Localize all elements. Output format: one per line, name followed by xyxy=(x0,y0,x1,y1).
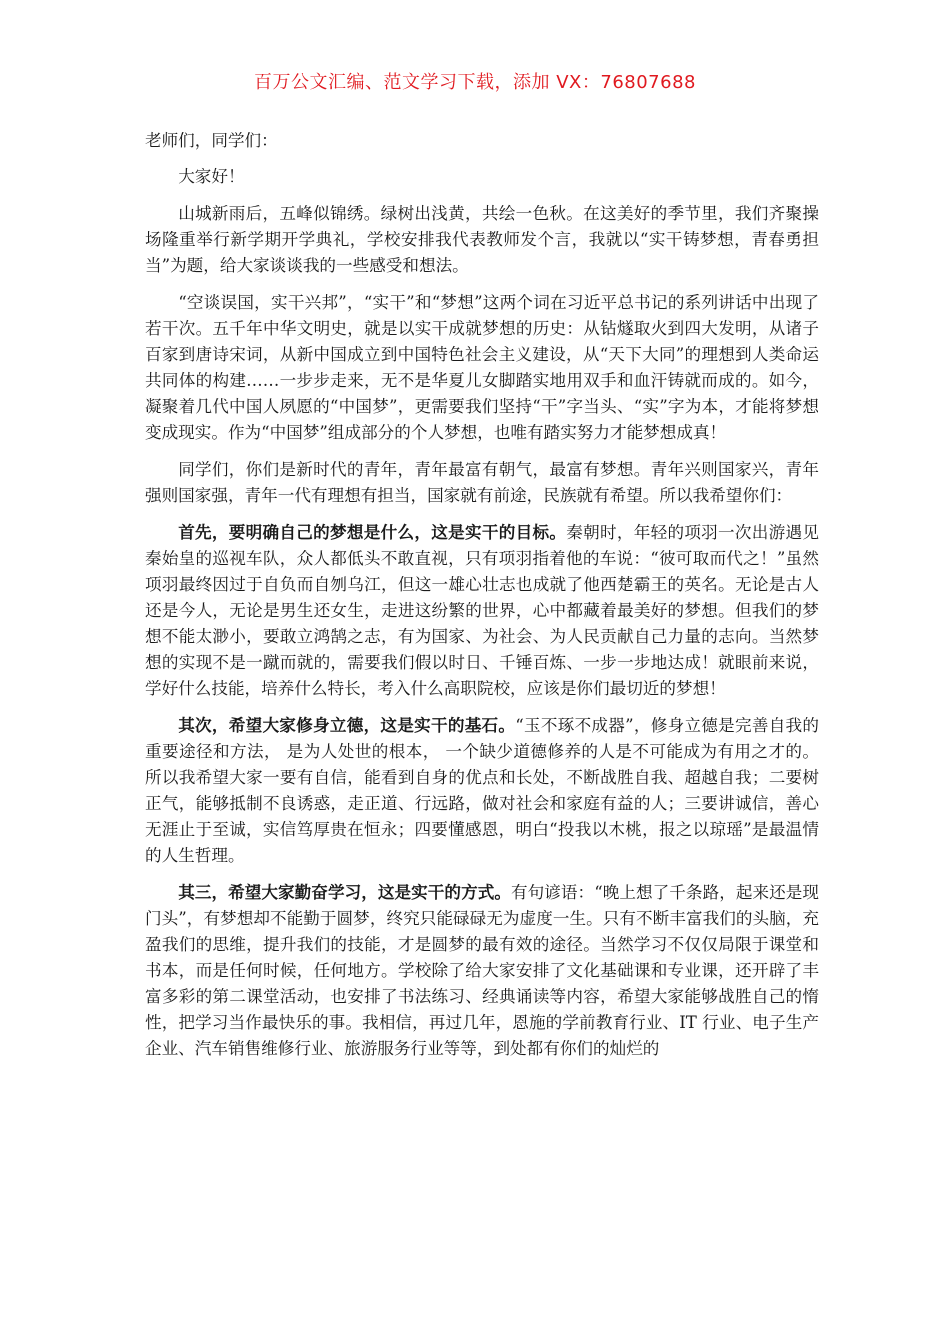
paragraph-text: “玉不琢不成器”，修身立德是完善自我的重要途径和方法， 是为人处世的根本， 一个缺少道德修养的人是不可能成为有用之才的。所以我希望大家一要有自信，能看到自身的优点和长处，不断战胜自我、超越自我；二要树正气，能够抵制不良诱惑，走正道、行远路，做对社会和家庭有益的人；三要讲诚信，善心无涯止于至诚，实信笃厚贵在恒永；四要懂感恩，明白“投我以木桃，报之以琼瑶”是最温情的人生哲理。 xyxy=(145,716,820,865)
paragraph xyxy=(145,519,819,702)
paragraph xyxy=(145,879,819,1062)
header-watermark-text: 百万公文汇编、范文学习下载，添加 VX：76807688 xyxy=(254,72,696,93)
paragraph xyxy=(145,289,819,446)
paragraph xyxy=(145,712,819,869)
paragraph-text: 有句谚语：“晚上想了千条路，起来还是现门头”，有梦想却不能勤于圆梦，终究只能碌碌无为虚度一生。只有不断丰富我们的头脑，充盈我们的思维，提升我们的技能，才是圆梦的最有效的途径。当然学习不仅仅局限于课堂和书本，而是任何时候，任何地方。学校除了给大家安排了文化基础课和专业课，还开辟了丰富多彩的第二课堂活动，也安排了书法练习、经典诵读等内容，希望大家能够战胜自己的惰性，把学习当作最快乐的事。我相信，再过几年，恩施的学前教育行业、IT 行业、电子生产企业、汽车销售维修行业、旅游服务行业等等，到处都有你们的灿烂的 xyxy=(145,883,820,1058)
document-body xyxy=(145,128,819,1072)
greeting: 大家好！ xyxy=(178,167,245,186)
paragraph xyxy=(145,456,819,509)
paragraph-lead: 其三，希望大家勤奋学习，这是实干的方式。 xyxy=(178,882,511,902)
paragraph-lead: 其次，希望大家修身立德，这是实干的基石。 xyxy=(178,715,516,735)
paragraph-text: 同学们，你们是新时代的青年，青年最富有朝气，最富有梦想。青年兴则国家兴，青年强则国家强，青年一代有理想有担当，国家就有前途，民族就有希望。所以我希望你们： xyxy=(145,460,819,505)
paragraph-text: 秦朝时，年轻的项羽一次出游遇见秦始皇的巡视车队，众人都低头不敢直视，只有项羽指着他的车说：“彼可取而代之！”虽然项羽最终因过于自负而自刎乌江，但这一雄心壮志也成就了他西楚霸王的英名。无论是古人还是今人，无论是男生还女生，走进这纷繁的世界，心中都藏着最美好的梦想。但我们的梦想不能太渺小，要敢立鸿鹄之志，有为国家、为社会、为人民贡献自己力量的志向。当然梦想的实现不是一蹴而就的，需要我们假以时日、千锤百炼、一步一步地达成！就眼前来说，学好什么技能，培养什么特长，考入什么高职院校，应该是你们最切近的梦想！ xyxy=(145,523,820,698)
paragraph-lead: 首先，要明确自己的梦想是什么，这是实干的目标。 xyxy=(178,522,567,542)
paragraph-text: 山城新雨后，五峰似锦绣。绿树出浅黄，共绘一色秋。在这美好的季节里，我们齐聚操场隆重举行新学期开学典礼，学校安排我代表教师发个言，我就以“实干铸梦想，青春勇担当”为题，给大家谈谈我的一些感受和想法。 xyxy=(145,204,819,275)
salutation: 老师们，同学们： xyxy=(145,131,278,150)
paragraph xyxy=(145,200,819,279)
paragraph-text: “空谈误国，实干兴邦”，“实干”和“梦想”这两个词在习近平总书记的系列讲话中出现了若干次。五千年中华文明史，就是以实干成就梦想的历史：从钻燧取火到四大发明，从诸子百家到唐诗宋词，从新中国成立到中国特色社会主义建设，从“天下大同”的理想到人类命运共同体的构建……一步步走来，无不是华夏儿女脚踏实地用双手和血汗铸就而成的。如今，凝聚着几代中国人夙愿的“中国梦”，更需要我们坚持“干”字当头、“实”字为本，才能将梦想变成现实。作为“中国梦”组成部分的个人梦想，也唯有踏实努力才能梦想成真！ xyxy=(145,293,819,442)
